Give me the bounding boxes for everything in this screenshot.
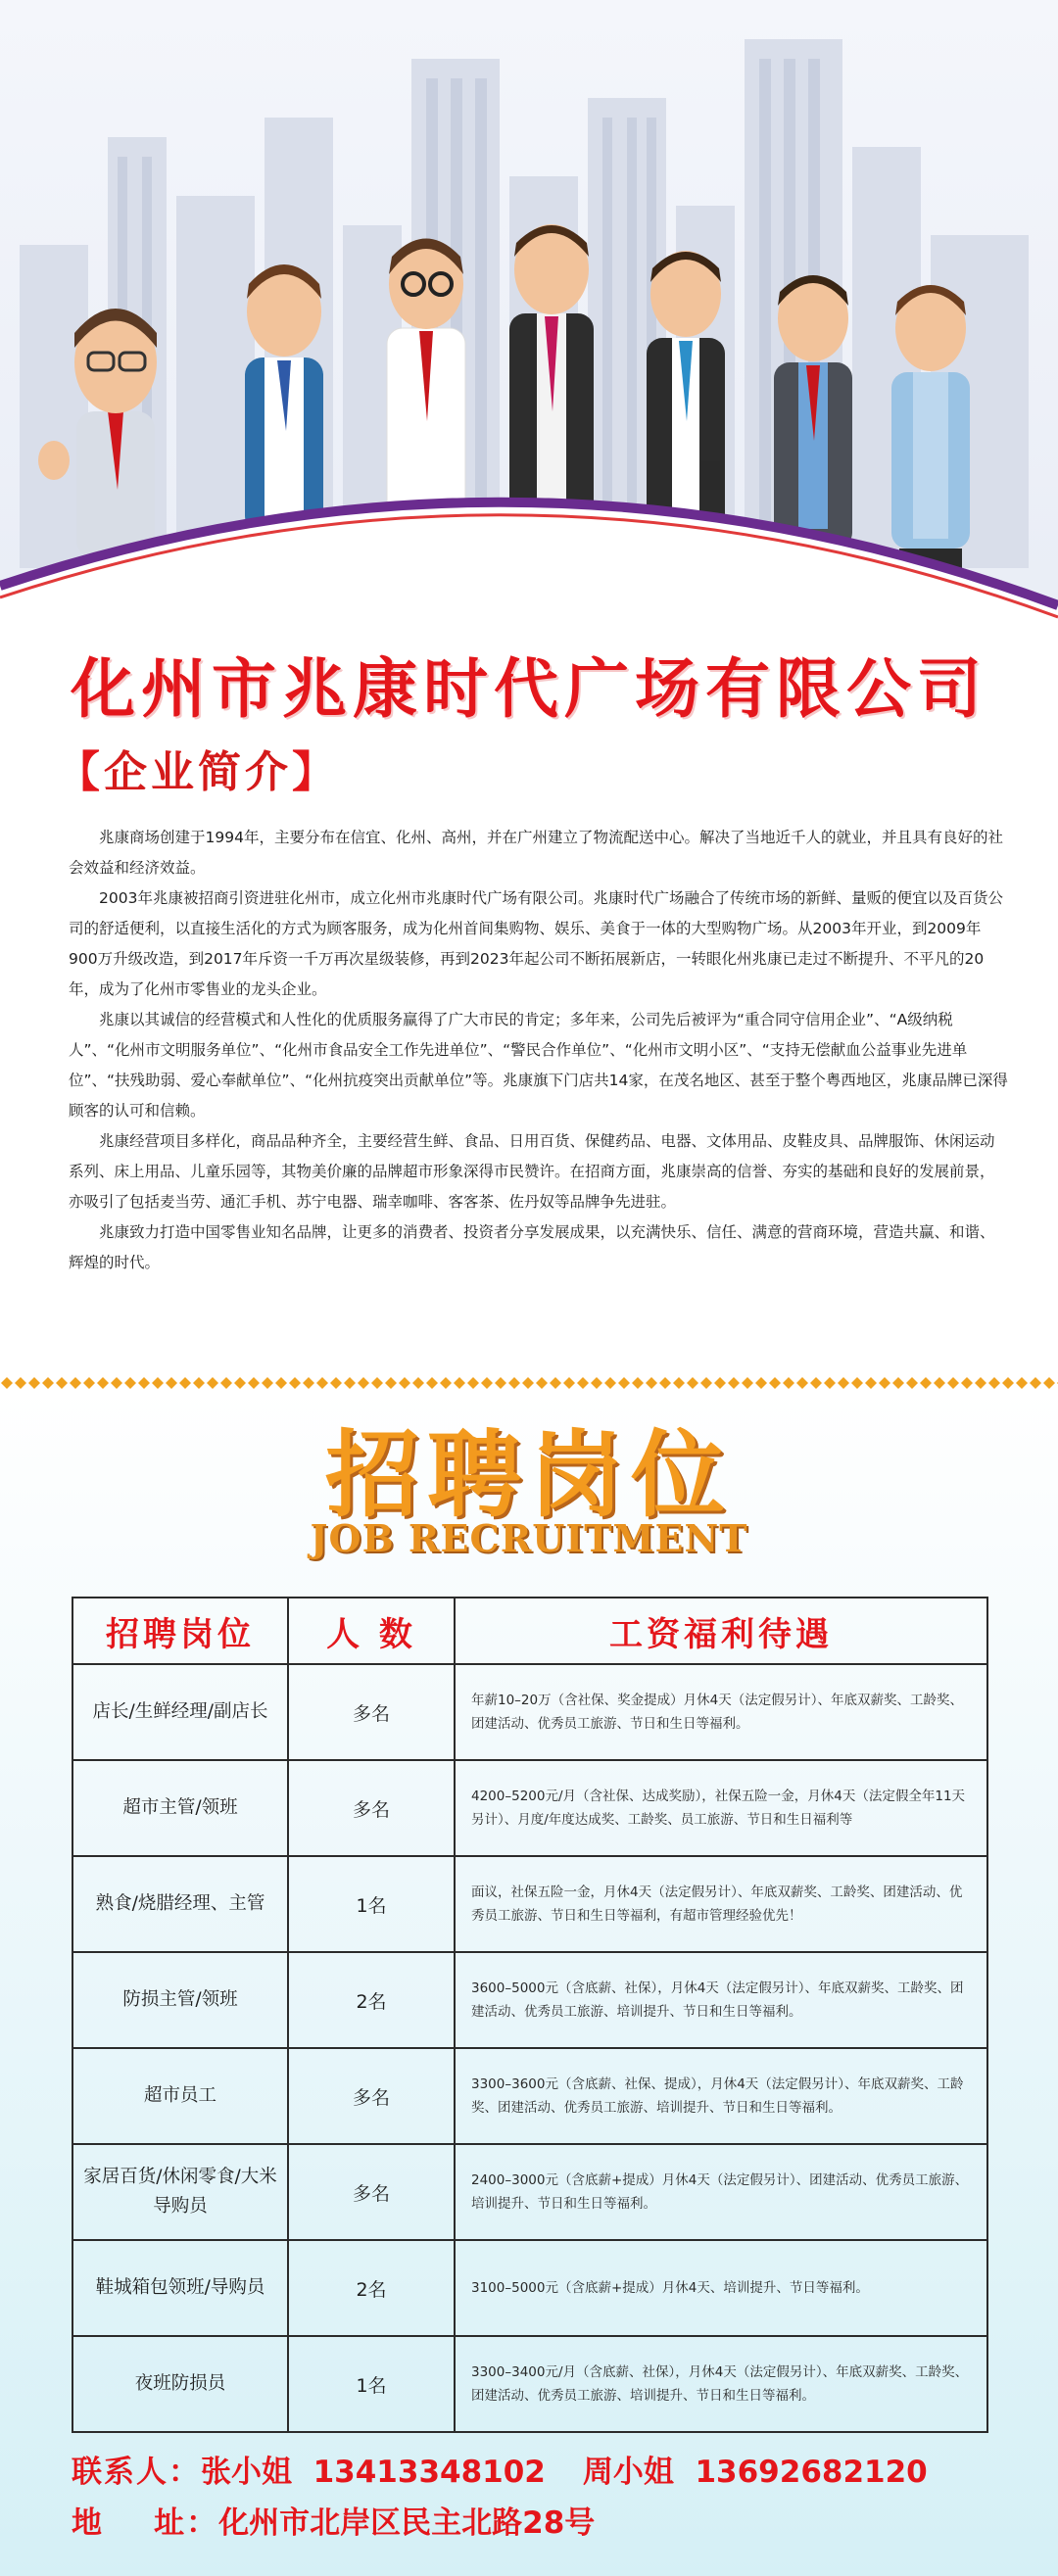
job-benefits: 4200–5200元/月（含社保、达成奖励），社保五险一金，月休4天（法定假全年11天另计）、月度/年度达成奖、工龄奖、员工旅游、节日和生日福利等 xyxy=(455,1760,987,1856)
table-row xyxy=(72,2048,987,2144)
job-benefits: 面议，社保五险一金，月休4天（法定假另计）、年底双薪奖、工龄奖、团建活动、优秀员工旅游、节日和生日等福利，有超市管理经验优先！ xyxy=(455,1856,987,1952)
company-intro xyxy=(69,823,1009,1278)
job-position: 鞋城箱包领班/导购员 xyxy=(72,2240,288,2336)
table-row xyxy=(72,2144,987,2240)
job-position: 熟食/烧腊经理、主管 xyxy=(72,1856,288,1952)
table-header-row xyxy=(72,1598,987,1664)
contact-person-1: 张小姐 xyxy=(201,2455,292,2490)
contact-line xyxy=(72,2447,1032,2498)
job-benefits: 3300–3400元/月（含底薪、社保），月休4天（法定假另计）、年底双薪奖、工龄奖、团建活动、优秀员工旅游、培训提升、节日和生日等福利。 xyxy=(455,2336,987,2432)
intro-paragraph: 兆康经营项目多样化，商品品种齐全，主要经营生鲜、食品、日用百货、保健药品、电器、文体用品、皮鞋皮具、品牌服饰、休闲运动系列、床上用品、儿童乐园等，其物美价廉的品牌超市形象深得市民赞许。在招商方面，兆康崇高的信誉、夯实的基础和良好的发展前景，亦吸引了包括麦当劳、通汇手机、苏宁电器、瑞幸咖啡、客客茶、佐丹奴等品牌争先进驻。 xyxy=(69,1132,995,1211)
table-row xyxy=(72,1664,987,1760)
address-label: 地 址： xyxy=(72,2505,219,2541)
job-count: 2名 xyxy=(288,2240,455,2336)
job-position: 店长/生鲜经理/副店长 xyxy=(72,1664,288,1760)
job-count: 2名 xyxy=(288,1952,455,2048)
intro-heading xyxy=(57,737,339,799)
company-title: 化州市兆康时代广场有限公司 xyxy=(71,651,987,727)
address-line xyxy=(72,2498,1032,2549)
table-row xyxy=(72,1760,987,1856)
city-business-people-illustration xyxy=(0,0,1058,627)
job-benefits: 3600–5000元（含底薪、社保），月休4天（法定假另计）、年底双薪奖、工龄奖、团建活动、优秀员工旅游、培训提升、节日和生日等福利。 xyxy=(455,1952,987,2048)
job-benefits: 年薪10–20万（含社保、奖金提成）月休4天（法定假另计）、年底双薪奖、工龄奖、团建活动、优秀员工旅游、节日和生日等福利。 xyxy=(455,1664,987,1760)
intro-paragraph: 兆康商场创建于1994年，主要分布在信宜、化州、高州，并在广州建立了物流配送中心。解决了当地近千人的就业，并且具有良好的社会效益和经济效益。 xyxy=(69,829,1003,877)
job-benefits: 3300–3600元（含底薪、社保、提成），月休4天（法定假另计）、年底双薪奖、工龄奖、团建活动、优秀员工旅游、培训提升、节日和生日等福利。 xyxy=(455,2048,987,2144)
job-position: 家居百货/休闲零食/大米导购员 xyxy=(72,2144,288,2240)
job-table xyxy=(72,1597,988,2433)
job-count: 多名 xyxy=(288,1760,455,1856)
recruitment-subtitle: JOB RECRUITMENT xyxy=(310,1516,748,1560)
job-position: 夜班防损员 xyxy=(72,2336,288,2432)
header-benefits: 工资福利待遇 xyxy=(455,1598,987,1664)
intro-paragraph: 兆康以其诚信的经营模式和人性化的优质服务赢得了广大市民的肯定；多年来，公司先后被评为“重合同守信用企业”、“A级纳税人”、“化州市文明服务单位”、“化州市食品安全工作先进单位”、“警民合作单位”、“化州市文明小区”、“支持无偿献血公益事业先进单位”、“扶残助弱、爱心奉献单位”、“化州抗疫突出贡献单位”等。兆康旗下门店共14家，在茂名地区、甚至于整个粤西地区，兆康品牌已深得顾客的认可和信赖。 xyxy=(69,1011,1008,1120)
contact-label: 联系人： xyxy=(72,2455,201,2490)
intro-paragraph: 2003年兆康被招商引资进驻化州市，成立化州市兆康时代广场有限公司。兆康时代广场融合了传统市场的新鲜、量贩的便宜以及百货公司的舒适便利，以直接生活化的方式为顾客服务，成为化州首间集购物、娱乐、美食于一体的大型购物广场。从2003年开业，到2009年900万升级改造，到2017年斥资一千万再次星级装修，再到2023年起公司不断拓展新店，一转眼化州兆康已走过不断提升、不平凡的20年，成为了化州市零售业的龙头企业。 xyxy=(69,889,1003,998)
address-text: 化州市北岸区民主北路28号 xyxy=(218,2505,596,2541)
diamond-divider xyxy=(0,1376,1058,1390)
job-count: 多名 xyxy=(288,2048,455,2144)
job-benefits: 3100–5000元（含底薪+提成）月休4天、培训提升、节日等福利。 xyxy=(455,2240,987,2336)
contact-person-2: 周小姐 xyxy=(582,2455,674,2490)
job-count: 多名 xyxy=(288,1664,455,1760)
header-position: 招聘岗位 xyxy=(72,1598,288,1664)
intro-paragraph: 兆康致力打造中国零售业知名品牌，让更多的消费者、投资者分享发展成果，以充满快乐、信任、满意的营商环境，营造共赢、和谐、辉煌的时代。 xyxy=(69,1223,995,1271)
recruitment-title: 招聘岗位 xyxy=(325,1420,733,1530)
table-row xyxy=(72,2336,987,2432)
job-benefits: 2400–3000元（含底薪+提成）月休4天（法定假另计）、团建活动、优秀员工旅游、培训提升、节日和生日等福利。 xyxy=(455,2144,987,2240)
hero-illustration xyxy=(0,0,1058,627)
job-position: 超市员工 xyxy=(72,2048,288,2144)
header-count: 人 数 xyxy=(288,1598,455,1664)
contact-phone-2[interactable]: 13692682120 xyxy=(695,2455,928,2490)
contact-phone-1[interactable]: 13413348102 xyxy=(313,2455,546,2490)
job-count: 多名 xyxy=(288,2144,455,2240)
table-row xyxy=(72,2240,987,2336)
table-row xyxy=(72,1952,987,2048)
job-count: 1名 xyxy=(288,2336,455,2432)
job-count: 1名 xyxy=(288,1856,455,1952)
job-position: 防损主管/领班 xyxy=(72,1952,288,2048)
intro-heading-text: 企业简介 xyxy=(104,747,292,797)
bracket-left: 【 xyxy=(57,747,104,797)
table-row xyxy=(72,1856,987,1952)
contact-block xyxy=(72,2447,1032,2549)
job-position: 超市主管/领班 xyxy=(72,1760,288,1856)
bracket-right: 】 xyxy=(292,747,339,797)
